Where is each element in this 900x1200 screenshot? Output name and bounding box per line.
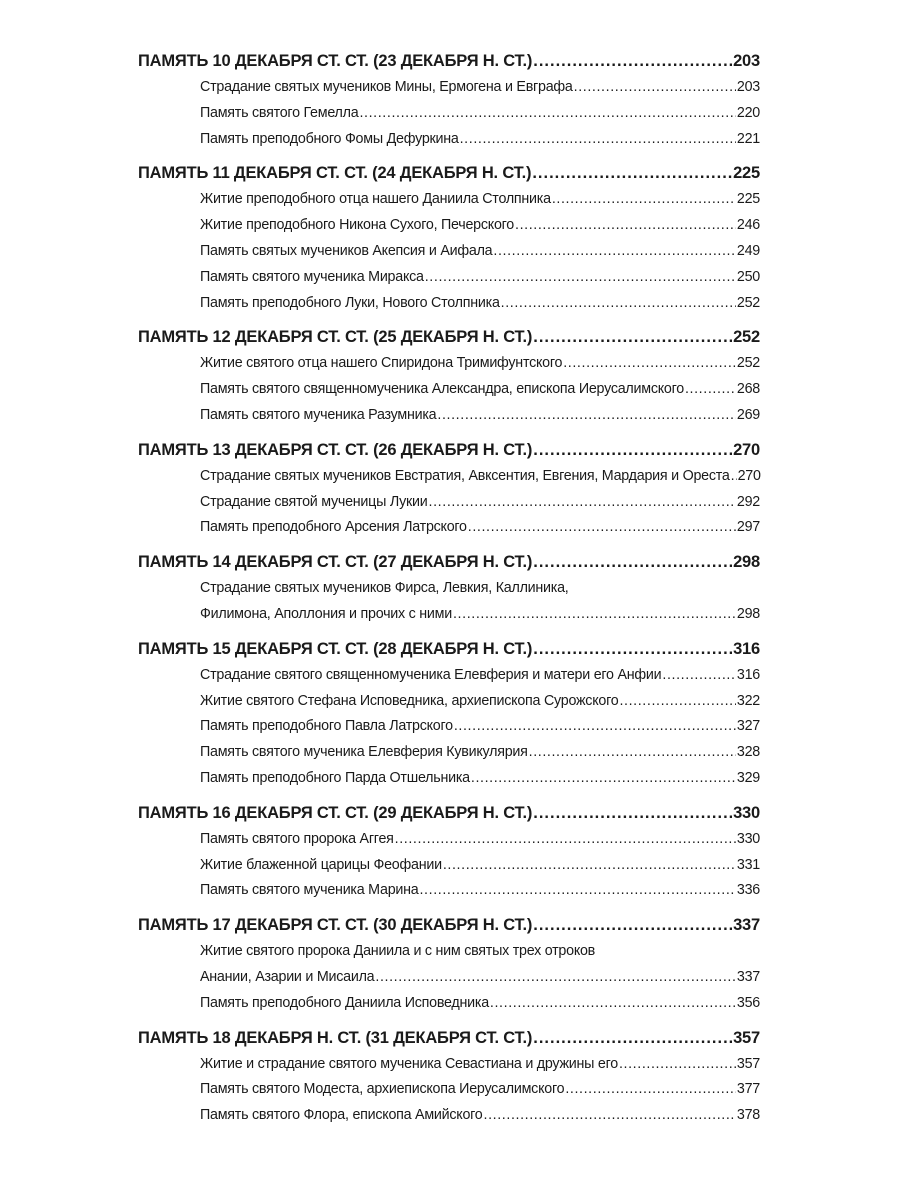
- dot-leader: [419, 882, 735, 898]
- entry-page-number: 225: [736, 191, 760, 208]
- dot-leader: [533, 441, 732, 460]
- toc-entry: [200, 105, 760, 131]
- entry-title: Страдание святой мученицы Лукии: [200, 493, 428, 510]
- toc-entry: [200, 355, 760, 381]
- section-heading-row: [138, 328, 760, 355]
- toc-entry: [200, 831, 760, 857]
- entry-title: Память преподобного Парда Отшельника: [200, 769, 470, 786]
- dot-leader: [453, 606, 736, 622]
- section-heading-row: [138, 52, 760, 79]
- entry-title: Житие святого пророка Даниила и с ним святых трех отроков: [200, 943, 596, 960]
- toc-entry: [200, 606, 760, 632]
- toc-entry: [200, 857, 760, 883]
- toc-entry: [200, 131, 760, 157]
- toc-entry: [200, 191, 760, 217]
- entry-page-number: 298: [736, 605, 760, 622]
- toc-entry: [200, 969, 760, 995]
- entry-title: Житие преподобного Никона Сухого, Печерского: [200, 217, 514, 234]
- entry-title: Память святого священномученика Александра, епископа Иерусалимского: [200, 381, 684, 398]
- entry-title: Память святого мученика Разумника: [200, 406, 437, 423]
- entry-title: Память преподобного Даниила Исповедника: [200, 994, 489, 1011]
- dot-leader: [493, 243, 736, 259]
- dot-leader: [359, 105, 735, 121]
- toc-entry: [200, 217, 760, 243]
- section-heading: ПАМЯТЬ 12 ДЕКАБРЯ СТ. СТ. (25 ДЕКАБРЯ Н. СТ.): [138, 328, 533, 347]
- section-heading: ПАМЯТЬ 10 ДЕКАБРЯ СТ. СТ. (23 ДЕКАБРЯ Н. СТ.): [138, 52, 533, 70]
- dot-leader: [533, 1029, 732, 1048]
- dot-leader: [490, 995, 736, 1011]
- section-page-number: 252: [733, 328, 760, 347]
- section-page-number: 203: [733, 52, 760, 70]
- toc-entry: [200, 494, 760, 520]
- dot-leader: [533, 553, 732, 572]
- toc-entry: [200, 744, 760, 770]
- entry-title: Память преподобного Арсения Латрского: [200, 519, 467, 536]
- entry-page-number: 203: [736, 79, 760, 95]
- dot-leader: [471, 770, 736, 786]
- entry-page-number: 378: [736, 1107, 760, 1124]
- toc-section: [0, 916, 900, 1020]
- dot-leader: [395, 831, 736, 847]
- entry-page-number: 377: [736, 1081, 760, 1098]
- dot-leader: [685, 381, 736, 397]
- entry-page-number: 220: [736, 104, 760, 121]
- entry-page-number: 221: [736, 130, 760, 147]
- toc-entry-line: [200, 943, 760, 969]
- dot-leader: [515, 217, 736, 233]
- dot-leader: [533, 328, 732, 347]
- entry-title: Страдание святых мучеников Фирса, Левкия, Каллиника,: [200, 580, 569, 597]
- toc-entry-line: [200, 580, 760, 606]
- dot-leader: [468, 519, 736, 535]
- entry-title: Память преподобного Павла Латрского: [200, 718, 453, 735]
- toc-entry: [200, 1056, 760, 1082]
- toc-entry: [200, 718, 760, 744]
- dot-leader: [460, 131, 736, 147]
- toc-entry: [200, 667, 760, 693]
- entry-title: Память преподобного Луки, Нового Столпника: [200, 294, 500, 311]
- dot-leader: [662, 667, 736, 683]
- entry-page-number: 327: [736, 718, 760, 735]
- entry-page-number: 270: [737, 467, 761, 484]
- entry-page-number: 331: [736, 856, 760, 873]
- dot-leader: [443, 857, 736, 873]
- section-heading-row: [138, 164, 760, 191]
- section-heading: ПАМЯТЬ 14 ДЕКАБРЯ СТ. СТ. (27 ДЕКАБРЯ Н. СТ.): [138, 553, 533, 572]
- dot-leader: [533, 804, 732, 823]
- entry-page-number: 297: [736, 519, 760, 536]
- entry-page-number: 246: [736, 217, 760, 234]
- section-heading: ПАМЯТЬ 16 ДЕКАБРЯ СТ. СТ. (29 ДЕКАБРЯ Н. СТ.): [138, 803, 533, 822]
- section-heading-row: [138, 553, 760, 580]
- dot-leader: [533, 916, 732, 935]
- entry-page-number: 328: [736, 744, 760, 761]
- section-heading-row: [138, 1029, 760, 1056]
- entry-title: Житие блаженной царицы Феофании: [200, 856, 442, 873]
- dot-leader: [529, 744, 736, 760]
- toc-entry: [200, 882, 760, 908]
- entry-title: Память преподобного Фомы Дефуркина: [200, 130, 459, 147]
- dot-leader: [565, 1081, 736, 1097]
- entry-page-number: 356: [736, 994, 760, 1011]
- entry-page-number: 269: [736, 406, 760, 423]
- entry-title: Житие и страдание святого мученика Севастиана и дружины его: [200, 1055, 618, 1072]
- section-heading: ПАМЯТЬ 11 ДЕКАБРЯ СТ. СТ. (24 ДЕКАБРЯ Н. СТ.): [138, 164, 532, 183]
- entry-title: Память святого мученика Миракса: [200, 268, 424, 285]
- dot-leader: [552, 191, 736, 207]
- entry-title-continuation: Анании, Азарии и Мисаила: [200, 968, 375, 985]
- toc-entry: [200, 269, 760, 295]
- dot-leader: [425, 269, 736, 285]
- toc-entry: [200, 295, 760, 321]
- entry-title: Память святого пророка Аггея: [200, 830, 394, 847]
- entry-title: Память святых мучеников Акепсия и Аифала: [200, 242, 493, 259]
- toc-entry: [200, 995, 760, 1021]
- entry-page-number: 336: [736, 882, 760, 899]
- toc-section: [0, 640, 900, 796]
- section-page-number: 316: [733, 639, 760, 658]
- dot-leader: [731, 468, 737, 484]
- dot-leader: [454, 718, 736, 734]
- section-heading-row: [138, 916, 760, 943]
- dot-leader: [619, 693, 735, 709]
- entry-page-number: 252: [736, 294, 760, 311]
- dot-leader: [532, 164, 732, 183]
- entry-page-number: 292: [736, 493, 760, 510]
- entry-title-continuation: Филимона, Аполлония и прочих с ними: [200, 605, 452, 622]
- dot-leader: [574, 79, 736, 95]
- section-heading: ПАМЯТЬ 18 ДЕКАБРЯ Н. СТ. (31 ДЕКАБРЯ СТ. СТ.): [138, 1028, 533, 1047]
- dot-leader: [533, 52, 732, 71]
- dot-leader: [484, 1107, 736, 1123]
- toc-entry: [200, 381, 760, 407]
- toc-entry: [200, 79, 760, 105]
- toc-section: [0, 164, 900, 320]
- dot-leader: [533, 640, 732, 659]
- entry-title: Страдание святых мучеников Евстратия, Авксентия, Евгения, Мардария и Ореста: [200, 467, 730, 484]
- entry-page-number: 250: [736, 268, 760, 285]
- entry-title: Страдание святого священномученика Елевферия и матери его Анфии: [200, 666, 662, 683]
- toc-section: [0, 328, 900, 432]
- section-page-number: 337: [733, 916, 760, 935]
- toc-section: [0, 804, 900, 908]
- toc-section: [0, 1029, 900, 1133]
- entry-title: Память святого мученика Марина: [200, 882, 419, 899]
- section-page-number: 330: [733, 803, 760, 822]
- entry-title: Житие святого отца нашего Спиридона Тримифунтского: [200, 355, 563, 372]
- entry-page-number: 357: [736, 1055, 760, 1072]
- toc-section: [0, 52, 900, 156]
- toc-entry: [200, 407, 760, 433]
- section-page-number: 225: [733, 164, 760, 183]
- toc-entry: [200, 1081, 760, 1107]
- entry-title: Житие преподобного отца нашего Даниила Столпника: [200, 191, 551, 208]
- toc-entry: [200, 243, 760, 269]
- entry-page-number: 249: [736, 242, 760, 259]
- dot-leader: [619, 1056, 736, 1072]
- entry-page-number: 322: [736, 692, 760, 709]
- section-page-number: 270: [733, 440, 760, 459]
- toc-entry: [200, 1107, 760, 1133]
- entry-page-number: 329: [736, 769, 760, 786]
- toc-entry: [200, 693, 760, 719]
- section-heading: ПАМЯТЬ 13 ДЕКАБРЯ СТ. СТ. (26 ДЕКАБРЯ Н. СТ.): [138, 440, 533, 459]
- entry-title: Память святого Модеста, архиепископа Иерусалимского: [200, 1081, 565, 1098]
- entry-title: Житие святого Стефана Исповедника, архиепископа Сурожского: [200, 692, 619, 709]
- entry-page-number: 316: [736, 666, 760, 683]
- entry-page-number: 337: [736, 968, 760, 985]
- toc-entry: [200, 468, 760, 494]
- dot-leader: [501, 295, 736, 311]
- entry-title: Память святого Гемелла: [200, 104, 359, 121]
- section-heading-row: [138, 640, 760, 667]
- entry-page-number: 330: [736, 830, 760, 847]
- section-heading-row: [138, 441, 760, 468]
- dot-leader: [563, 355, 736, 371]
- toc-section: [0, 553, 900, 632]
- section-heading-row: [138, 804, 760, 831]
- section-page-number: 298: [733, 553, 760, 572]
- dot-leader: [429, 494, 736, 510]
- dot-leader: [437, 407, 736, 423]
- entry-page-number: 252: [736, 355, 760, 372]
- section-page-number: 357: [733, 1028, 760, 1047]
- section-heading: ПАМЯТЬ 17 ДЕКАБРЯ СТ. СТ. (30 ДЕКАБРЯ Н. СТ.): [138, 916, 533, 935]
- entry-page-number: 268: [736, 381, 760, 398]
- section-heading: ПАМЯТЬ 15 ДЕКАБРЯ СТ. СТ. (28 ДЕКАБРЯ Н. СТ.): [138, 639, 533, 658]
- toc-entry: [200, 770, 760, 796]
- toc-section: [0, 441, 900, 545]
- dot-leader: [375, 969, 736, 985]
- entry-title: Память святого Флора, епископа Амийского: [200, 1107, 483, 1124]
- entry-title: Память святого мученика Елевферия Кувикулярия: [200, 744, 528, 761]
- toc-entry: [200, 519, 760, 545]
- entry-title: Страдание святых мучеников Мины, Ермогена и Евграфа: [200, 79, 573, 95]
- table-of-contents: [0, 52, 900, 1133]
